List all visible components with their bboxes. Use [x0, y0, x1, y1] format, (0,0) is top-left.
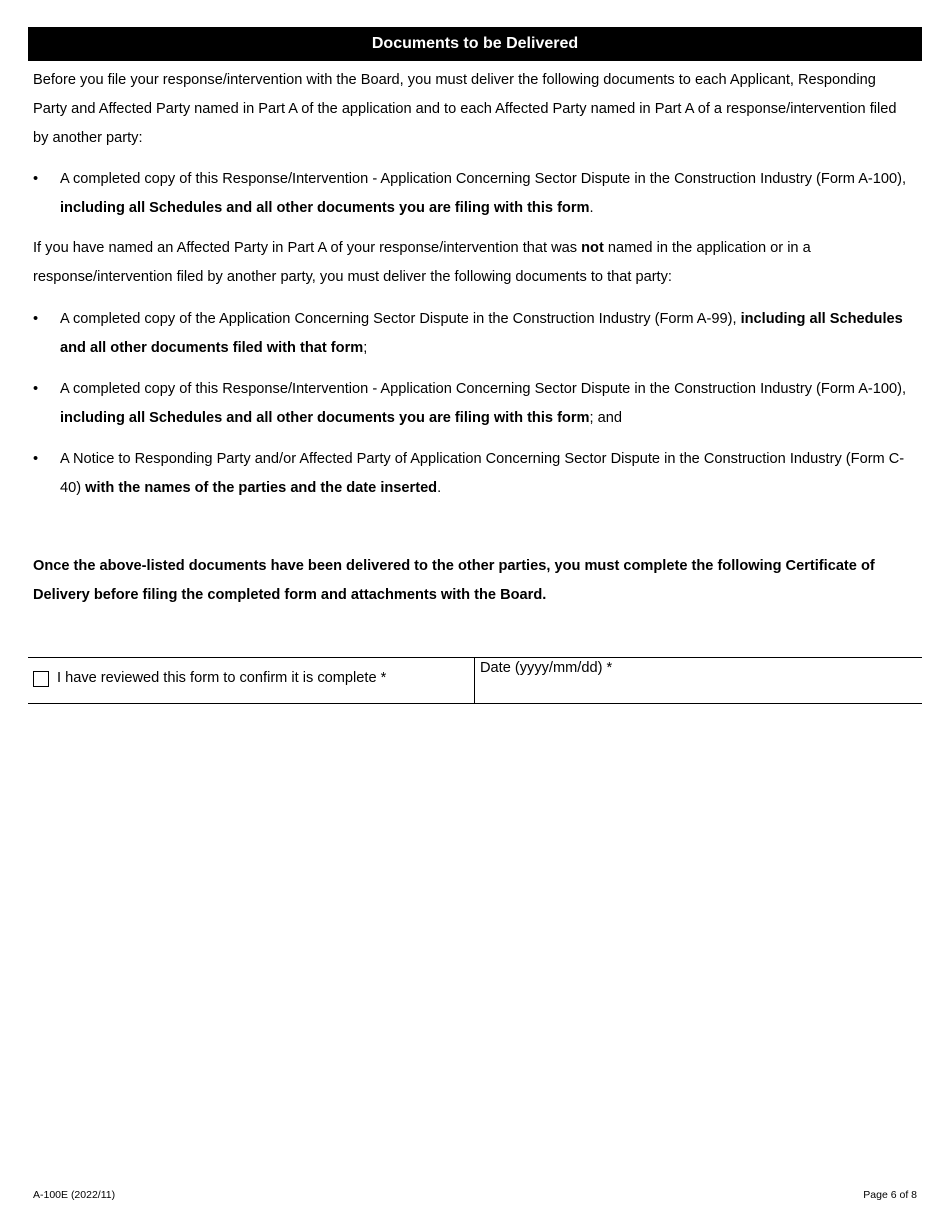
list-item-text-end: .: [437, 480, 442, 496]
list-item-text-bold: including all Schedules and all other documents you are filing with this form: [60, 410, 590, 426]
list-item-text: [60, 375, 912, 433]
list-item-text-bold: including all Schedules and all other documents you are filing with this form: [60, 200, 590, 216]
list-item-text: [60, 445, 912, 503]
list-item-text-plain: A Notice to Responding Party and/or Affected Party of Application Concerning Sector Dispute in the Construction Industry (Form C-40): [60, 451, 905, 496]
list-item-text-plain: A completed copy of this Response/Intervention - Application Concerning Sector Dispute in the Construction Industry (Form A-100),: [60, 381, 907, 397]
list-item-text-plain: A completed copy of the Application Concerning Sector Dispute in the Construction Industry (Form A-99),: [60, 311, 741, 327]
review-complete-label: I have reviewed this form to confirm it is complete *: [57, 670, 387, 686]
review-complete-checkbox[interactable]: [33, 671, 49, 687]
section-title: Documents to be Delivered: [371, 35, 579, 52]
paragraph-text-end: named in the application or in a response/intervention filed by another party, you must deliver the following documents to that party:: [33, 240, 811, 285]
affected-party-paragraph: [33, 234, 913, 292]
certificate-instructions: Once the above-listed documents have been delivered to the other parties, you must complete the following Certificate of Delivery before filing the completed form and attachments with the Board.: [33, 558, 875, 603]
bullet-marker: •: [33, 311, 39, 327]
section-header: [28, 27, 922, 61]
page-number: Page 6 of 8: [863, 1189, 917, 1201]
form-identifier: A-100E (2022/11): [33, 1189, 116, 1201]
review-confirmation-cell: [28, 658, 475, 703]
date-field-label: Date (yyyy/mm/dd) *: [480, 660, 613, 676]
certificate-of-delivery: [28, 657, 922, 704]
list-item-text: [60, 165, 912, 223]
list-item-text-bold: including all Schedules and all other documents filed with that form: [60, 311, 903, 356]
date-field[interactable]: [475, 658, 922, 703]
list-item-text-end: ; and: [589, 410, 622, 426]
intro-paragraph: Before you file your response/intervention with the Board, you must deliver the following documents to each Applicant, Responding Party and Affected Party named in Part A of the application and to each Affected Party named in Part A of a response/intervention filed by another party:: [33, 72, 897, 146]
list-item-text-plain: A completed copy of this Response/Intervention - Application Concerning Sector Dispute in the Construction Industry (Form A-100),: [60, 171, 907, 187]
bullet-marker: •: [33, 171, 39, 187]
paragraph-text-bold: not: [581, 240, 604, 256]
paragraph-text-plain: If you have named an Affected Party in Part A of your response/intervention that was: [33, 240, 582, 256]
list-item-text-bold: with the names of the parties and the date inserted: [85, 480, 438, 496]
list-item-text: [60, 305, 912, 363]
list-item-text-end: ;: [363, 340, 368, 356]
bullet-marker: •: [33, 451, 39, 467]
bullet-marker: •: [33, 381, 39, 397]
list-item-text-end: .: [589, 200, 594, 216]
